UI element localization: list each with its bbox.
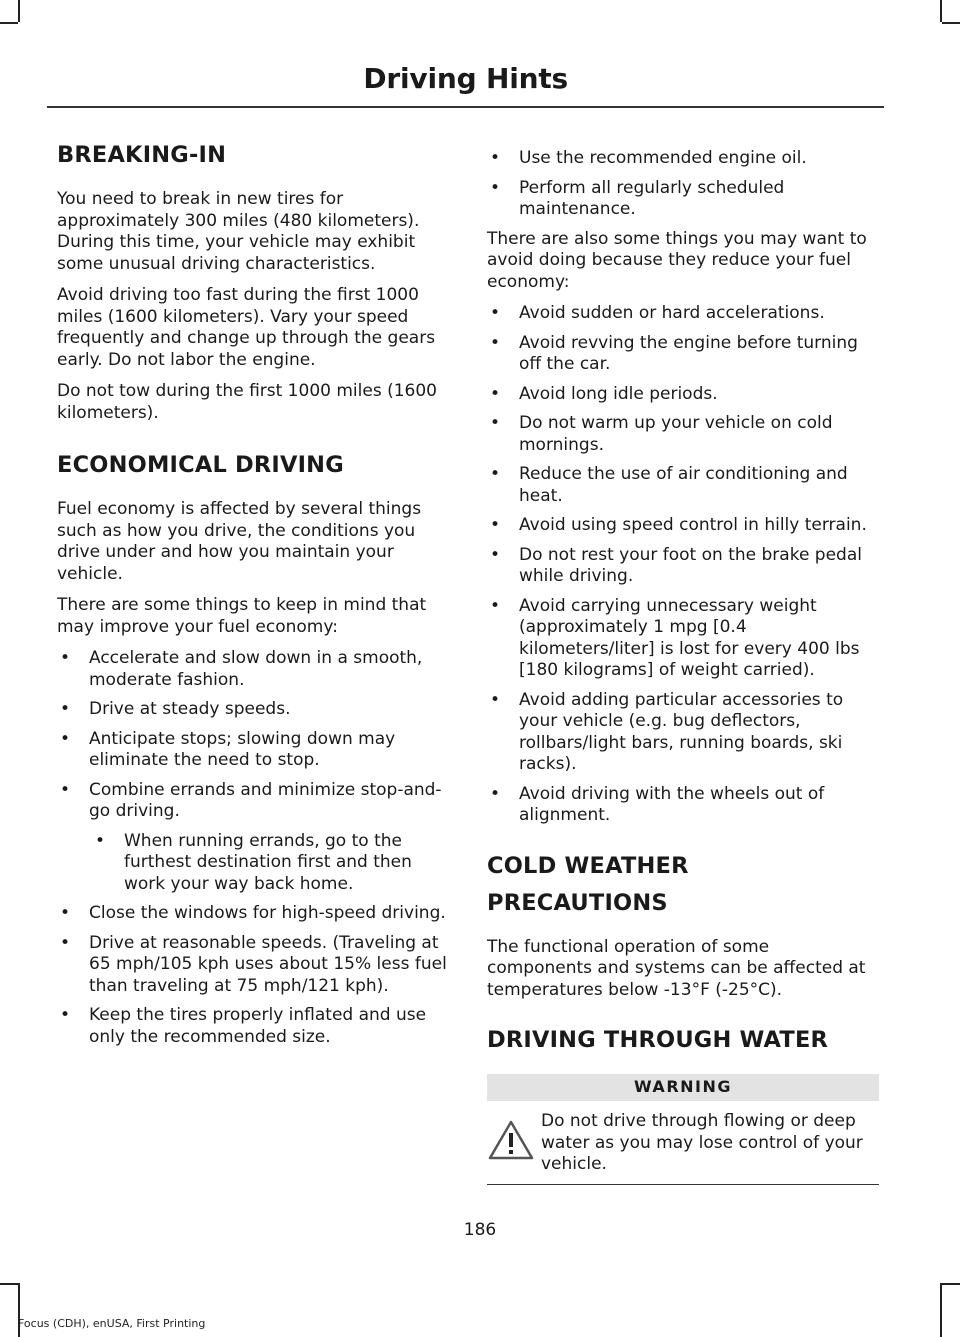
list-item: • Do not rest your foot on the brake pedal while driving. xyxy=(487,545,879,588)
list-item: • Avoid carrying unnecessary weight (approximately 1 mpg [0.4 kilometers/liter] is lost for every 400 lbs [180 kilograms] of weight carried). xyxy=(487,596,879,682)
avoid-intro-paragraph: There are also some things you may want to avoid doing because they reduce your fuel economy: xyxy=(487,228,867,292)
list-item: • Anticipate stops; slowing down may eliminate the need to stop. xyxy=(57,729,447,772)
sub-list-item: • When running errands, go to the furthest destination first and then work your way back home. xyxy=(57,831,447,896)
crop-mark xyxy=(0,1283,18,1285)
crop-mark xyxy=(940,1283,942,1337)
breaking-in-heading: BREAKING-IN xyxy=(57,142,227,168)
warning-body xyxy=(487,1111,879,1185)
cold-weather-heading-line-2: PRECAUTIONS xyxy=(487,889,668,916)
list-item: • Do not warm up your vehicle on cold mornings. xyxy=(487,413,879,456)
crop-mark xyxy=(0,22,18,24)
page-number: 186 xyxy=(463,1220,497,1240)
header-divider xyxy=(47,106,884,108)
right-column xyxy=(487,148,879,1185)
cold-weather-paragraph: The functional operation of some components and systems can be affected at temperatures below -13°F (-25°C). xyxy=(487,936,866,1000)
list-item: • Use the recommended engine oil. xyxy=(487,148,879,170)
economical-paragraph-1: Fuel economy is affected by several things such as how you drive, the conditions you drive under and how you maintain your vehicle. xyxy=(57,499,422,584)
warning-text: Do not drive through flowing or deep water as you may lose control of your vehicle. xyxy=(541,1111,863,1174)
list-item: • Drive at reasonable speeds. (Traveling at 65 mph/105 kph uses about 15% less fuel than traveling at 75 mph/121 kph). xyxy=(57,933,447,998)
warning-box xyxy=(487,1074,879,1185)
crop-mark xyxy=(18,0,20,22)
list-item: • Drive at steady speeds. xyxy=(57,699,447,721)
list-item: • Avoid revving the engine before turning off the car. xyxy=(487,333,879,376)
economy-tips-continued-list xyxy=(487,148,879,221)
breaking-in-paragraph-3: Do not tow during the first 1000 miles (1600 kilometers). xyxy=(57,381,437,423)
driving-through-water-heading: DRIVING THROUGH WATER xyxy=(487,1027,829,1053)
footer-text: Focus (CDH), enUSA, First Printing xyxy=(18,1317,206,1330)
economical-driving-heading: ECONOMICAL DRIVING xyxy=(57,452,344,478)
list-item: • Avoid adding particular accessories to your vehicle (e.g. bug deflectors, rollbars/light bars, running boards, ski racks). xyxy=(487,690,879,776)
cold-weather-heading-line-1: COLD WEATHER xyxy=(487,852,689,879)
breaking-in-paragraph-2: Avoid driving too fast during the first 1000 miles (1600 kilometers). Vary your speed frequently and change up through the gears early. Do not labor the engine. xyxy=(57,285,436,370)
crop-mark xyxy=(940,0,942,22)
left-column xyxy=(57,140,447,1058)
page-header-title: Driving Hints xyxy=(363,62,568,95)
list-item: • Avoid long idle periods. xyxy=(487,384,879,406)
list-item: • Combine errands and minimize stop-and-go driving. xyxy=(57,780,447,823)
warning-triangle-icon xyxy=(487,1111,537,1176)
list-item: • Reduce the use of air conditioning and heat. xyxy=(487,464,879,507)
avoid-list xyxy=(487,303,879,827)
list-item: • Avoid sudden or hard accelerations. xyxy=(487,303,879,325)
list-item: • Perform all regularly scheduled maintenance. xyxy=(487,178,879,221)
economical-paragraph-2: There are some things to keep in mind that may improve your fuel economy: xyxy=(57,595,427,637)
warning-label: WARNING xyxy=(487,1074,879,1101)
list-item: • Avoid using speed control in hilly terrain. xyxy=(487,515,879,537)
list-item: • Keep the tires properly inflated and use only the recommended size. xyxy=(57,1005,447,1048)
breaking-in-paragraph-1: You need to break in new tires for approximately 300 miles (480 kilometers). During this time, your vehicle may exhibit some unusual driving characteristics. xyxy=(57,189,420,274)
list-item: • Avoid driving with the wheels out of alignment. xyxy=(487,784,879,827)
list-item: • Close the windows for high-speed driving. xyxy=(57,903,447,925)
list-item: • Accelerate and slow down in a smooth, moderate fashion. xyxy=(57,648,447,691)
crop-mark xyxy=(942,22,960,24)
economy-tips-list xyxy=(57,648,447,1048)
crop-mark xyxy=(942,1283,960,1285)
